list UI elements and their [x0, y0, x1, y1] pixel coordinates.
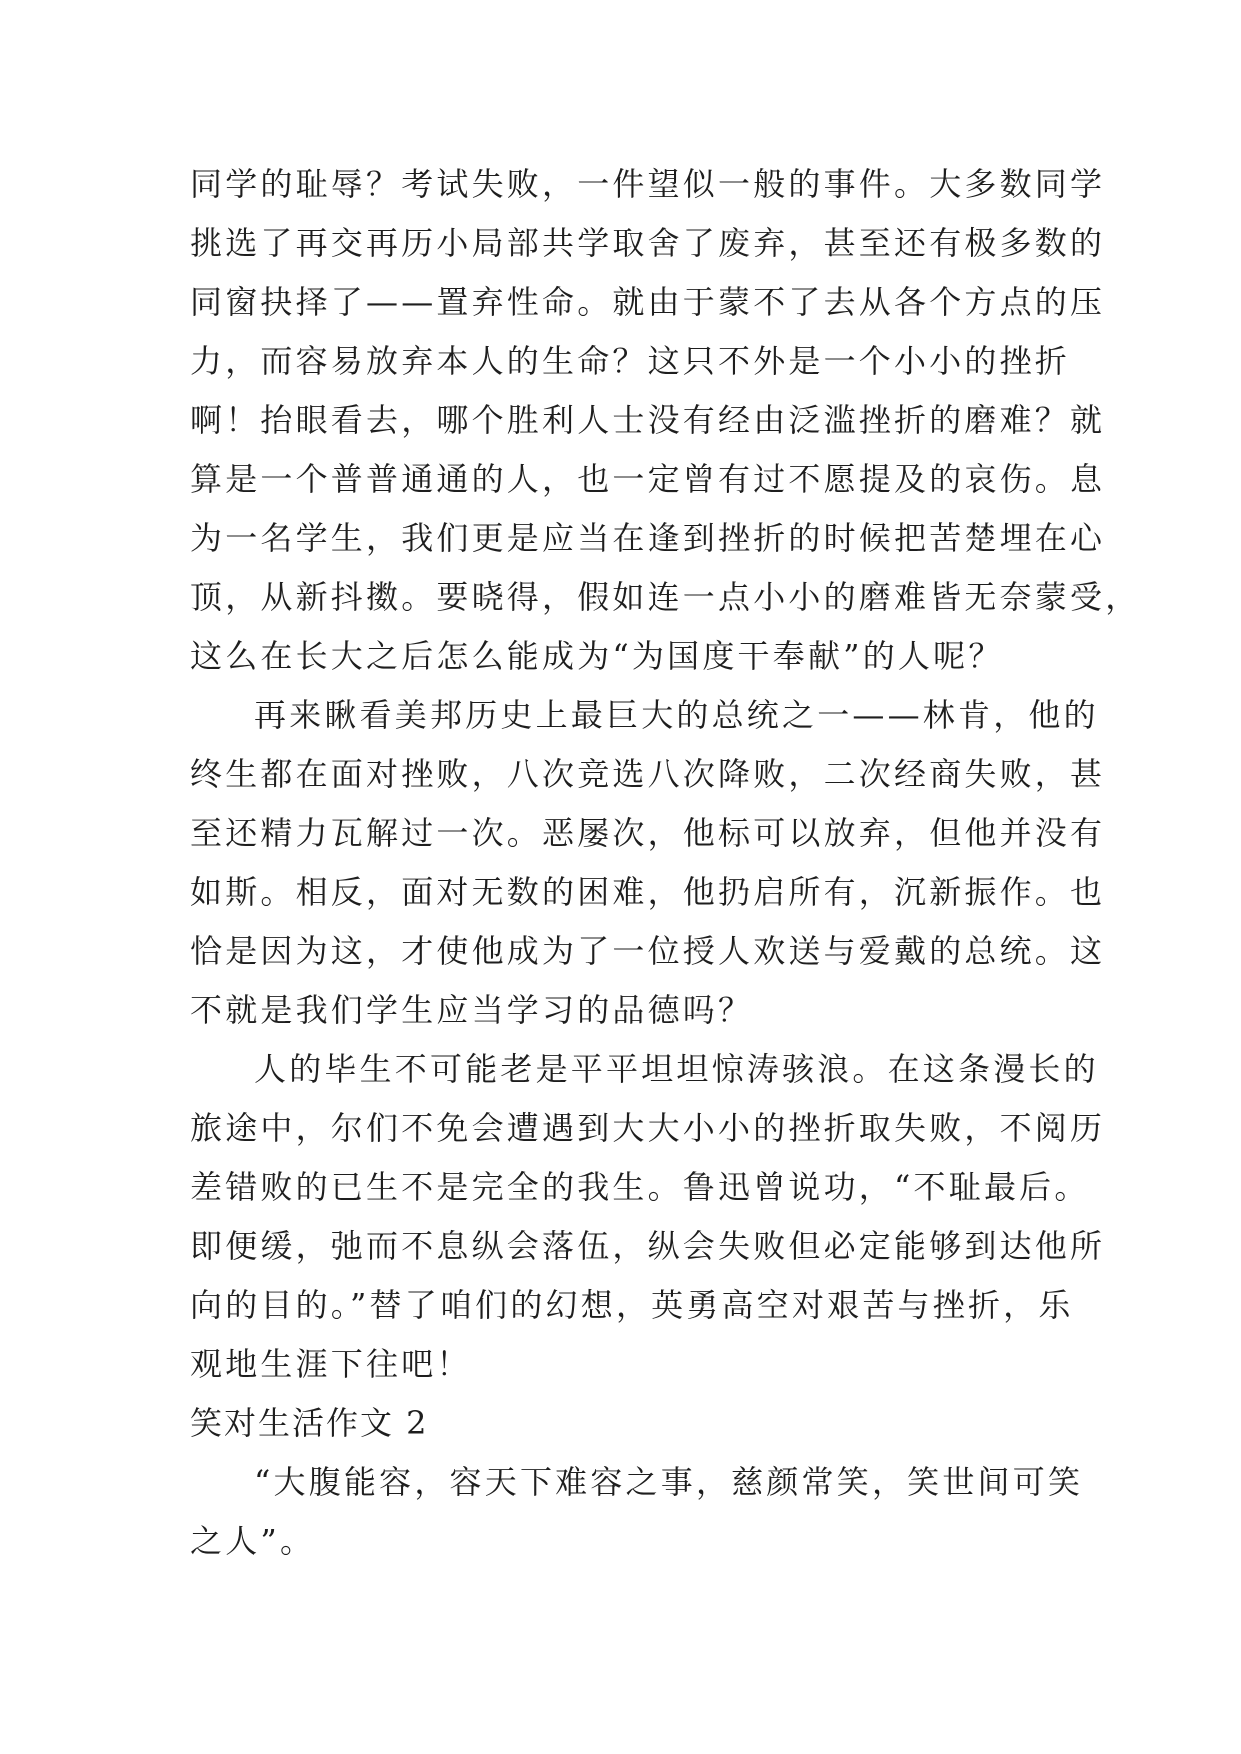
text-line: 终生都在面对挫败，八次竞选八次降败，二次经商失败，甚	[190, 755, 1106, 793]
text-line: 观地生涯下往吧！	[190, 1345, 472, 1383]
text-line: 不就是我们学生应当学习的品德吗？	[190, 991, 754, 1029]
text-line: 向的目的。”替了咱们的幻想，英勇高空对艰苦与挫折，乐	[190, 1286, 1074, 1324]
text-line: 恰是因为这，才使他成为了一位授人欢送与爱戴的总统。这	[190, 932, 1106, 970]
paragraph-quote	[190, 1453, 1084, 1571]
paragraph-failure-reflection	[190, 155, 1141, 686]
text-line: 即便缓，弛而不息纵会落伍，纵会失败但必定能够到达他所	[190, 1227, 1106, 1265]
text-line: “大腹能容，容天下难容之事，慈颜常笑，笑世间可笑	[254, 1463, 1084, 1501]
text-line: 之人”。	[190, 1522, 316, 1560]
text-line: 力，而容易放弃本人的生命？这只不外是一个小小的挫折	[190, 342, 1071, 380]
text-line: 这么在长大之后怎么能成为“为国度干奉献”的人呢？	[190, 637, 1004, 675]
paragraph-lincoln	[190, 686, 1106, 1040]
text-line: 顶，从新抖擞。要晓得，假如连一点小小的磨难皆无奈蒙受，	[190, 578, 1141, 616]
document-body	[190, 155, 1141, 1571]
text-line: 再来瞅看美邦历史上最巨大的总统之一——林肯，他的	[254, 696, 1099, 734]
text-line: 啊！抬眼看去，哪个胜利人士没有经由泛滥挫折的磨难？就	[190, 401, 1106, 439]
paragraph-life-journey	[190, 1040, 1106, 1394]
text-line: 为一名学生，我们更是应当在逢到挫折的时候把苦楚埋在心	[190, 519, 1106, 557]
text-line: 至还精力瓦解过一次。恶屡次，他标可以放弃，但他并没有	[190, 814, 1106, 852]
text-line: 同学的耻辱？考试失败，一件望似一般的事件。大多数同学	[190, 165, 1106, 203]
text-line: 算是一个普普通通的人，也一定曾有过不愿提及的哀伤。息	[190, 460, 1106, 498]
text-line: 旅途中，尔们不免会遭遇到大大小小的挫折取失败，不阅历	[190, 1109, 1106, 1147]
text-line: 人的毕生不可能老是平平坦坦惊涛骇浪。在这条漫长的	[254, 1050, 1099, 1088]
text-line: 差错败的已生不是完全的我生。鲁迅曾说功，“不耻最后。	[190, 1168, 1090, 1206]
text-line: 如斯。相反，面对无数的困难，他扔启所有，沉新振作。也	[190, 873, 1106, 911]
essay-heading: 笑对生活作文 2	[190, 1404, 429, 1442]
text-line: 同窗抉择了——置弃性命。就由于蒙不了去从各个方点的压	[190, 283, 1106, 321]
text-line: 挑选了再交再历小局部共学取舍了废弃，甚至还有极多数的	[190, 224, 1106, 262]
